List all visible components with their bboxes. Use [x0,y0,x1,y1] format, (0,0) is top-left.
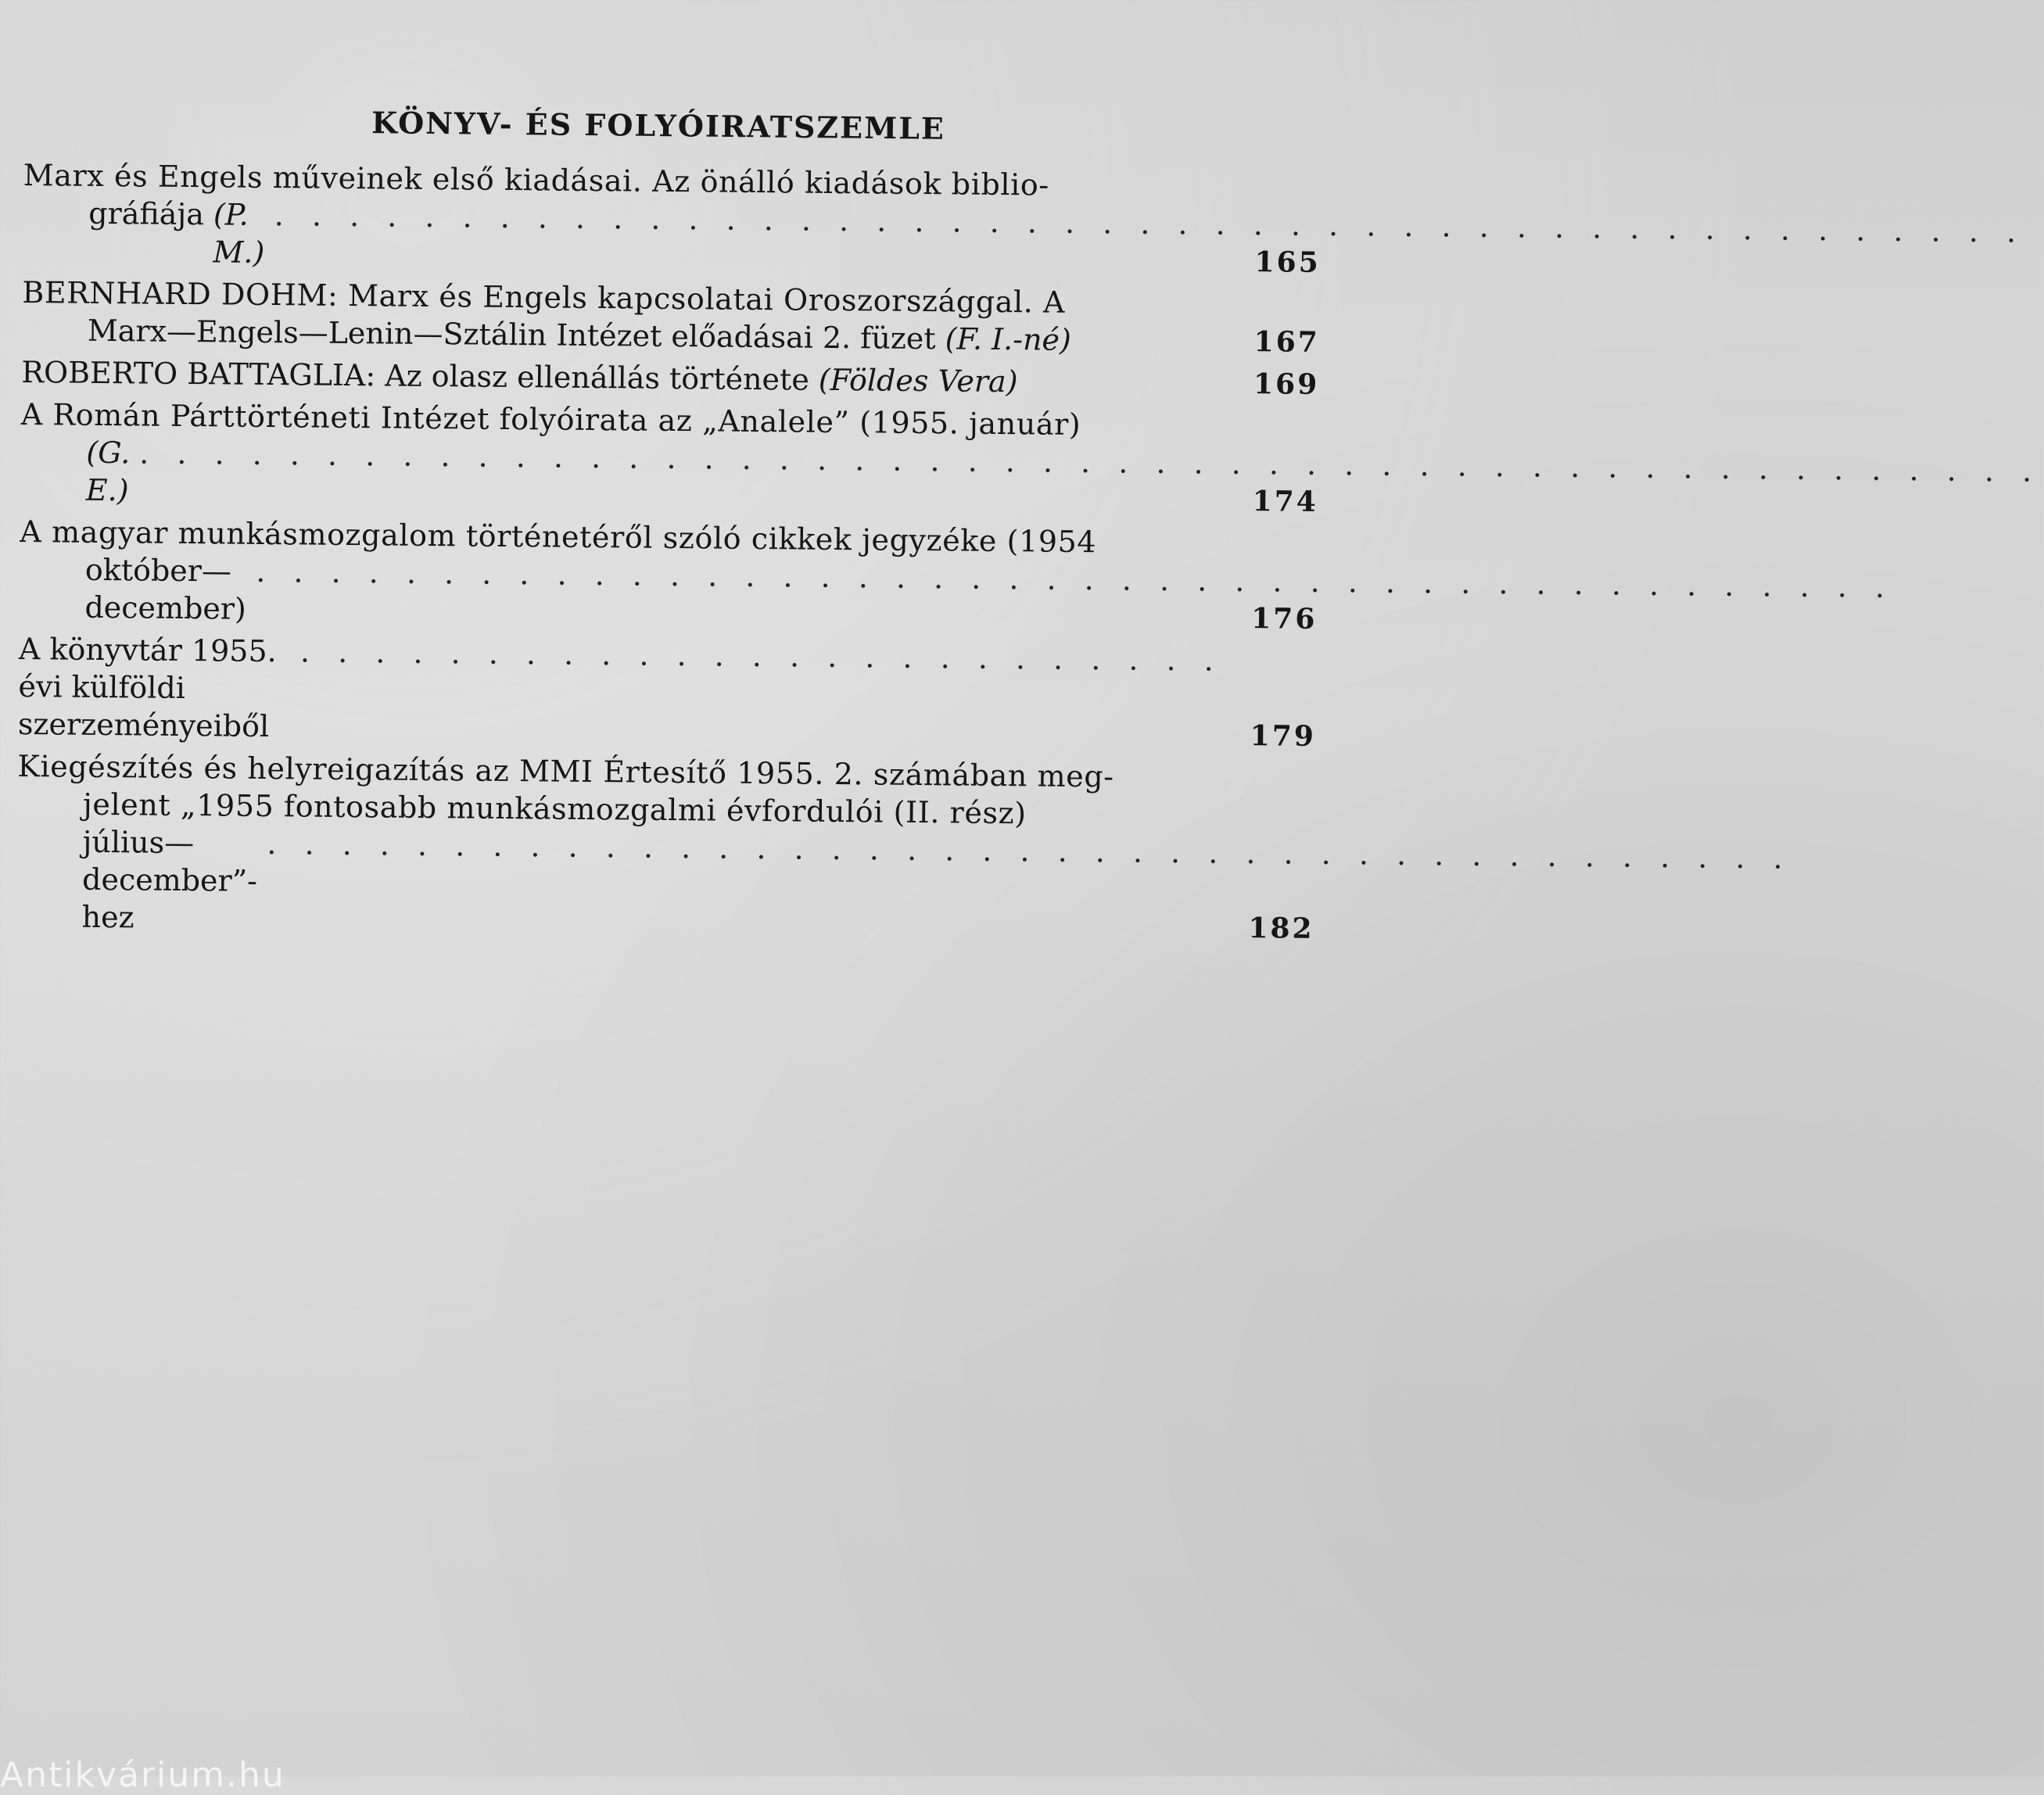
page-number: 165 [1254,245,1321,279]
entry-last-text: ROBERTO BATTAGLIA: Az olasz ellenállás története [21,354,810,397]
entry-text-line: BERNHARD DOHM: Marx és Engels kapcsolatai Oroszországgal. A [22,274,1066,320]
section-heading: KÖNYV- ÉS FOLYÓIRATSZEMLE [371,105,946,146]
toc-entry [18,630,1317,755]
entry-last-text: Marx—Engels—Lenin—Sztálin Intézet előadásai 2. füzet [87,313,936,356]
watermark: Antikvárium.hu [0,1755,285,1795]
toc-entry [22,274,1321,361]
page-number: 174 [1252,485,1319,518]
entry-text-line: A magyar munkásmozgalom történetéről szóló cikkek jegyzéke (1954 [20,514,1097,560]
page-number: 179 [1250,719,1317,753]
entry-last-line [21,353,1225,403]
entry-last-text: október—december) [84,552,247,626]
toc-entry [19,513,1895,638]
leader-dots: . . . . . . . . . . . . . . . . . . . . . . . . . [299,634,1224,678]
entry-text-line: Marx és Engels műveinek első kiadásai. Az önálló kiadások biblio- [23,157,1049,202]
entry-text-line: A Román Párttörténeti Intézet folyóirata az „Analele” (1955. január) [20,396,1081,442]
toc-entry [21,353,1319,403]
toc-entry [23,156,2026,281]
page-number: 167 [1253,325,1320,359]
entry-last-text: A könyvtár 1955. évi külföldi szerzeményeiből [17,631,277,744]
entry-text-line: Kiegészítés és helyreigazítás az MMI Értesítő 1955. 2. számában meg- [17,748,1114,794]
page-number: 169 [1253,367,1320,401]
leader-dots: . . . . . . . . . . . . . . . . . . . . . . . . . . . . . . . . . . . . . . . . . [267,826,1792,876]
leader-dots: . . . . . . . . . . . . . . . . . . . . . . . . . . . . . . . . . . . . . . . . . . . . . . . [274,198,2026,249]
entry-last-line [18,630,1223,754]
entry-author: (Földes Vera) [818,362,1018,399]
entry-last-text: július—december”-hez [81,824,258,935]
toc-entry [16,747,1792,948]
entry-text-line: jelent „1955 fontosabb munkásmozgalmi évfordulói (II. rész) [82,786,1027,831]
page-number: 182 [1248,912,1314,945]
toc-entry [20,396,2042,521]
entry-last-text: gráfiája [88,195,205,232]
table-of-contents [16,156,2042,952]
entry-author: (G. E.) [85,435,131,508]
entry-author: (P. M.) [213,197,265,270]
page-number: 176 [1251,602,1318,636]
leader-dots: . . . . . . . . . . . . . . . . . . . . . . . . . . . . . . . . . . . . . . . . . . . . [256,554,1895,604]
entry-author: (F. I.-né) [945,321,1072,357]
leader-dots: . . . . . . . . . . . . . . . . . . . . . . . . . . . . . . . . . . . . . . . . . . . . . . . . . . . [139,435,2042,489]
